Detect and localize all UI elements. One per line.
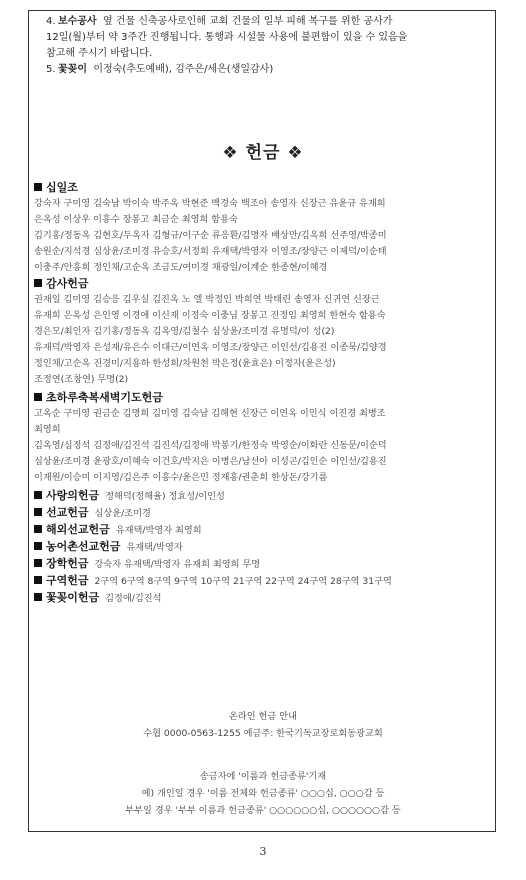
notice-item bbox=[46, 14, 496, 30]
name-line: 조정연(조창연) 무명(2) bbox=[34, 374, 129, 385]
note-example: 부부일 경우 '부부 이름과 헌금종류' ○○○○○○십, ○○○○○○감 등 bbox=[125, 805, 401, 816]
section-scholarship: 장학헌금 강숙자 유재택/박영자 유재희 최영희 무명 bbox=[34, 556, 492, 573]
notice-text: 옆 건물 신축공사로인해 교회 건물의 일부 피해 복구를 위한 공사가 bbox=[103, 16, 393, 27]
section-mission: 선교헌금 심상윤/조미경 bbox=[34, 505, 492, 522]
section-heading: 감사헌금 bbox=[34, 276, 492, 292]
name-line: 김옥영/심정석 김정애/김진석 김진석/김정애 박봉기/한정숙 박영순/이화란 신동문/이순덕 bbox=[34, 440, 387, 451]
section-heading: 십일조 bbox=[34, 180, 492, 196]
square-bullet-icon bbox=[34, 576, 42, 584]
square-bullet-icon bbox=[34, 525, 42, 533]
section-flower: 꽃꽂이헌금 김정애/김진석 bbox=[34, 590, 492, 607]
notice-number: 4. bbox=[46, 16, 56, 27]
name-line: 이충주/안흥희 정인채/고순옥 조금도/여미경 채광일/이계순 한종현/이혜경 bbox=[34, 262, 328, 273]
square-bullet-icon bbox=[34, 508, 42, 516]
notice-text: 이정숙(추도예배), 김주은/세은(생일감사) bbox=[93, 64, 274, 75]
square-bullet-icon bbox=[34, 559, 42, 567]
square-bullet-icon bbox=[34, 279, 42, 287]
inline-sections bbox=[34, 488, 492, 607]
online-offering-note bbox=[34, 768, 492, 819]
name-line: 김기홍/정동옥 김현호/두옥자 김형규/이구순 류응환/김명자 배상만/김옥희 선주영/박종미 bbox=[34, 230, 387, 241]
square-bullet-icon bbox=[34, 393, 42, 401]
square-bullet-icon bbox=[34, 542, 42, 550]
square-bullet-icon bbox=[34, 593, 42, 601]
name-line: 심상윤/조미경 윤광호/이혜숙 이건호/박지은 이병은/남선아 이성곤/김인순 이인선/김용진 bbox=[34, 456, 387, 467]
name-line: 이재원/이승미 이지영/김은주 이흥수/윤은민 정재홍/권춘희 한상돈/강기름 bbox=[34, 472, 328, 483]
name-line: 고옥순 구미영 권금순 김명희 김미영 김숙남 김해현 신장근 이연옥 이인식 이진경 최병조 bbox=[34, 408, 386, 419]
name-line: 강숙자 구미영 김숙남 박이숙 박주옥 박현준 백경숙 백조아 송영자 신장근 유윤규 유재희 bbox=[34, 198, 386, 209]
section-dawn-prayer bbox=[34, 390, 492, 486]
section-thanks bbox=[34, 276, 492, 388]
online-offering-info bbox=[34, 708, 492, 742]
offering-title-wrap bbox=[34, 138, 492, 163]
notice-heading: 꽃꽂이 bbox=[58, 64, 87, 75]
section-rural-mission: 농어촌선교헌금 유재택/박영자 bbox=[34, 539, 492, 556]
page-title: ❖ 헌금 ❖ bbox=[222, 143, 304, 163]
note-title: 송금자에 '이름과 헌금종류'기재 bbox=[199, 771, 327, 782]
bank-account: 수협 0000-0563-1255 예금주: 한국기독교장로회동광교회 bbox=[143, 728, 383, 739]
notice-text: 12일(월)부터 약 3주간 진행됩니다. 통행과 시설물 사용에 불편함이 있을 수 있음을 bbox=[46, 32, 408, 43]
notice-heading: 보수공사 bbox=[58, 16, 97, 27]
notice-item bbox=[46, 62, 496, 78]
name-line: 경은모/최인자 김기홍/정동옥 김옥영/김철수 심상윤/조미경 유명덕/이 성(2) bbox=[34, 326, 335, 337]
notices bbox=[46, 14, 496, 78]
name-line: 송원순/지석경 심상윤/조미경 유승호/서정희 유재택/박영자 이영조/장양근 이제덕/이순태 bbox=[34, 246, 387, 257]
section-love: 사랑의헌금 정해덕(정해율) 정효성/이인성 bbox=[34, 488, 492, 505]
name-line: 유재덕/박영자 은성재/유은수 이대근/이연옥 이영조/장양근 이인선/김용진 이종묵/김양경 bbox=[34, 342, 387, 353]
name-line: 정인채/고순옥 진경미/지용하 한성희/차원천 박은정(윤효은) 이정자(윤은성) bbox=[34, 358, 336, 369]
square-bullet-icon bbox=[34, 491, 42, 499]
name-line: 유재희 은옥성 은인영 이경애 이신재 이정숙 이충님 장봉고 진정임 최영희 한현숙 함용숙 bbox=[34, 310, 386, 321]
note-example: 예) 개인일 경우 '이름 전체와 헌금종류' ○○○십, ○○○감 등 bbox=[141, 788, 385, 799]
name-line: 최영희 bbox=[34, 424, 61, 435]
section-district: 구역헌금 2구역 6구역 8구역 9구역 10구역 21구역 22구역 24구역 28구역 31구역 bbox=[34, 573, 492, 590]
section-tithe bbox=[34, 180, 492, 276]
notice-text: 참고해 주시기 바랍니다. bbox=[46, 48, 153, 59]
notice-number: 5. bbox=[46, 64, 56, 75]
name-line: 권재일 김미영 김승응 김우실 김진옥 노 엘 박정인 박희연 박태린 송영자 신귀연 신장근 bbox=[34, 294, 380, 305]
square-bullet-icon bbox=[34, 183, 42, 191]
page-number: 3 bbox=[259, 845, 267, 858]
name-line: 은옥성 이상우 이흥수 장봉고 최금순 최영희 함용숙 bbox=[34, 214, 238, 225]
online-title: 온라인 헌금 안내 bbox=[229, 711, 297, 722]
section-heading: 초하루축복새벽기도헌금 bbox=[34, 390, 492, 406]
section-overseas-mission: 해외선교헌금 유재택/박영자 최영희 bbox=[34, 522, 492, 539]
